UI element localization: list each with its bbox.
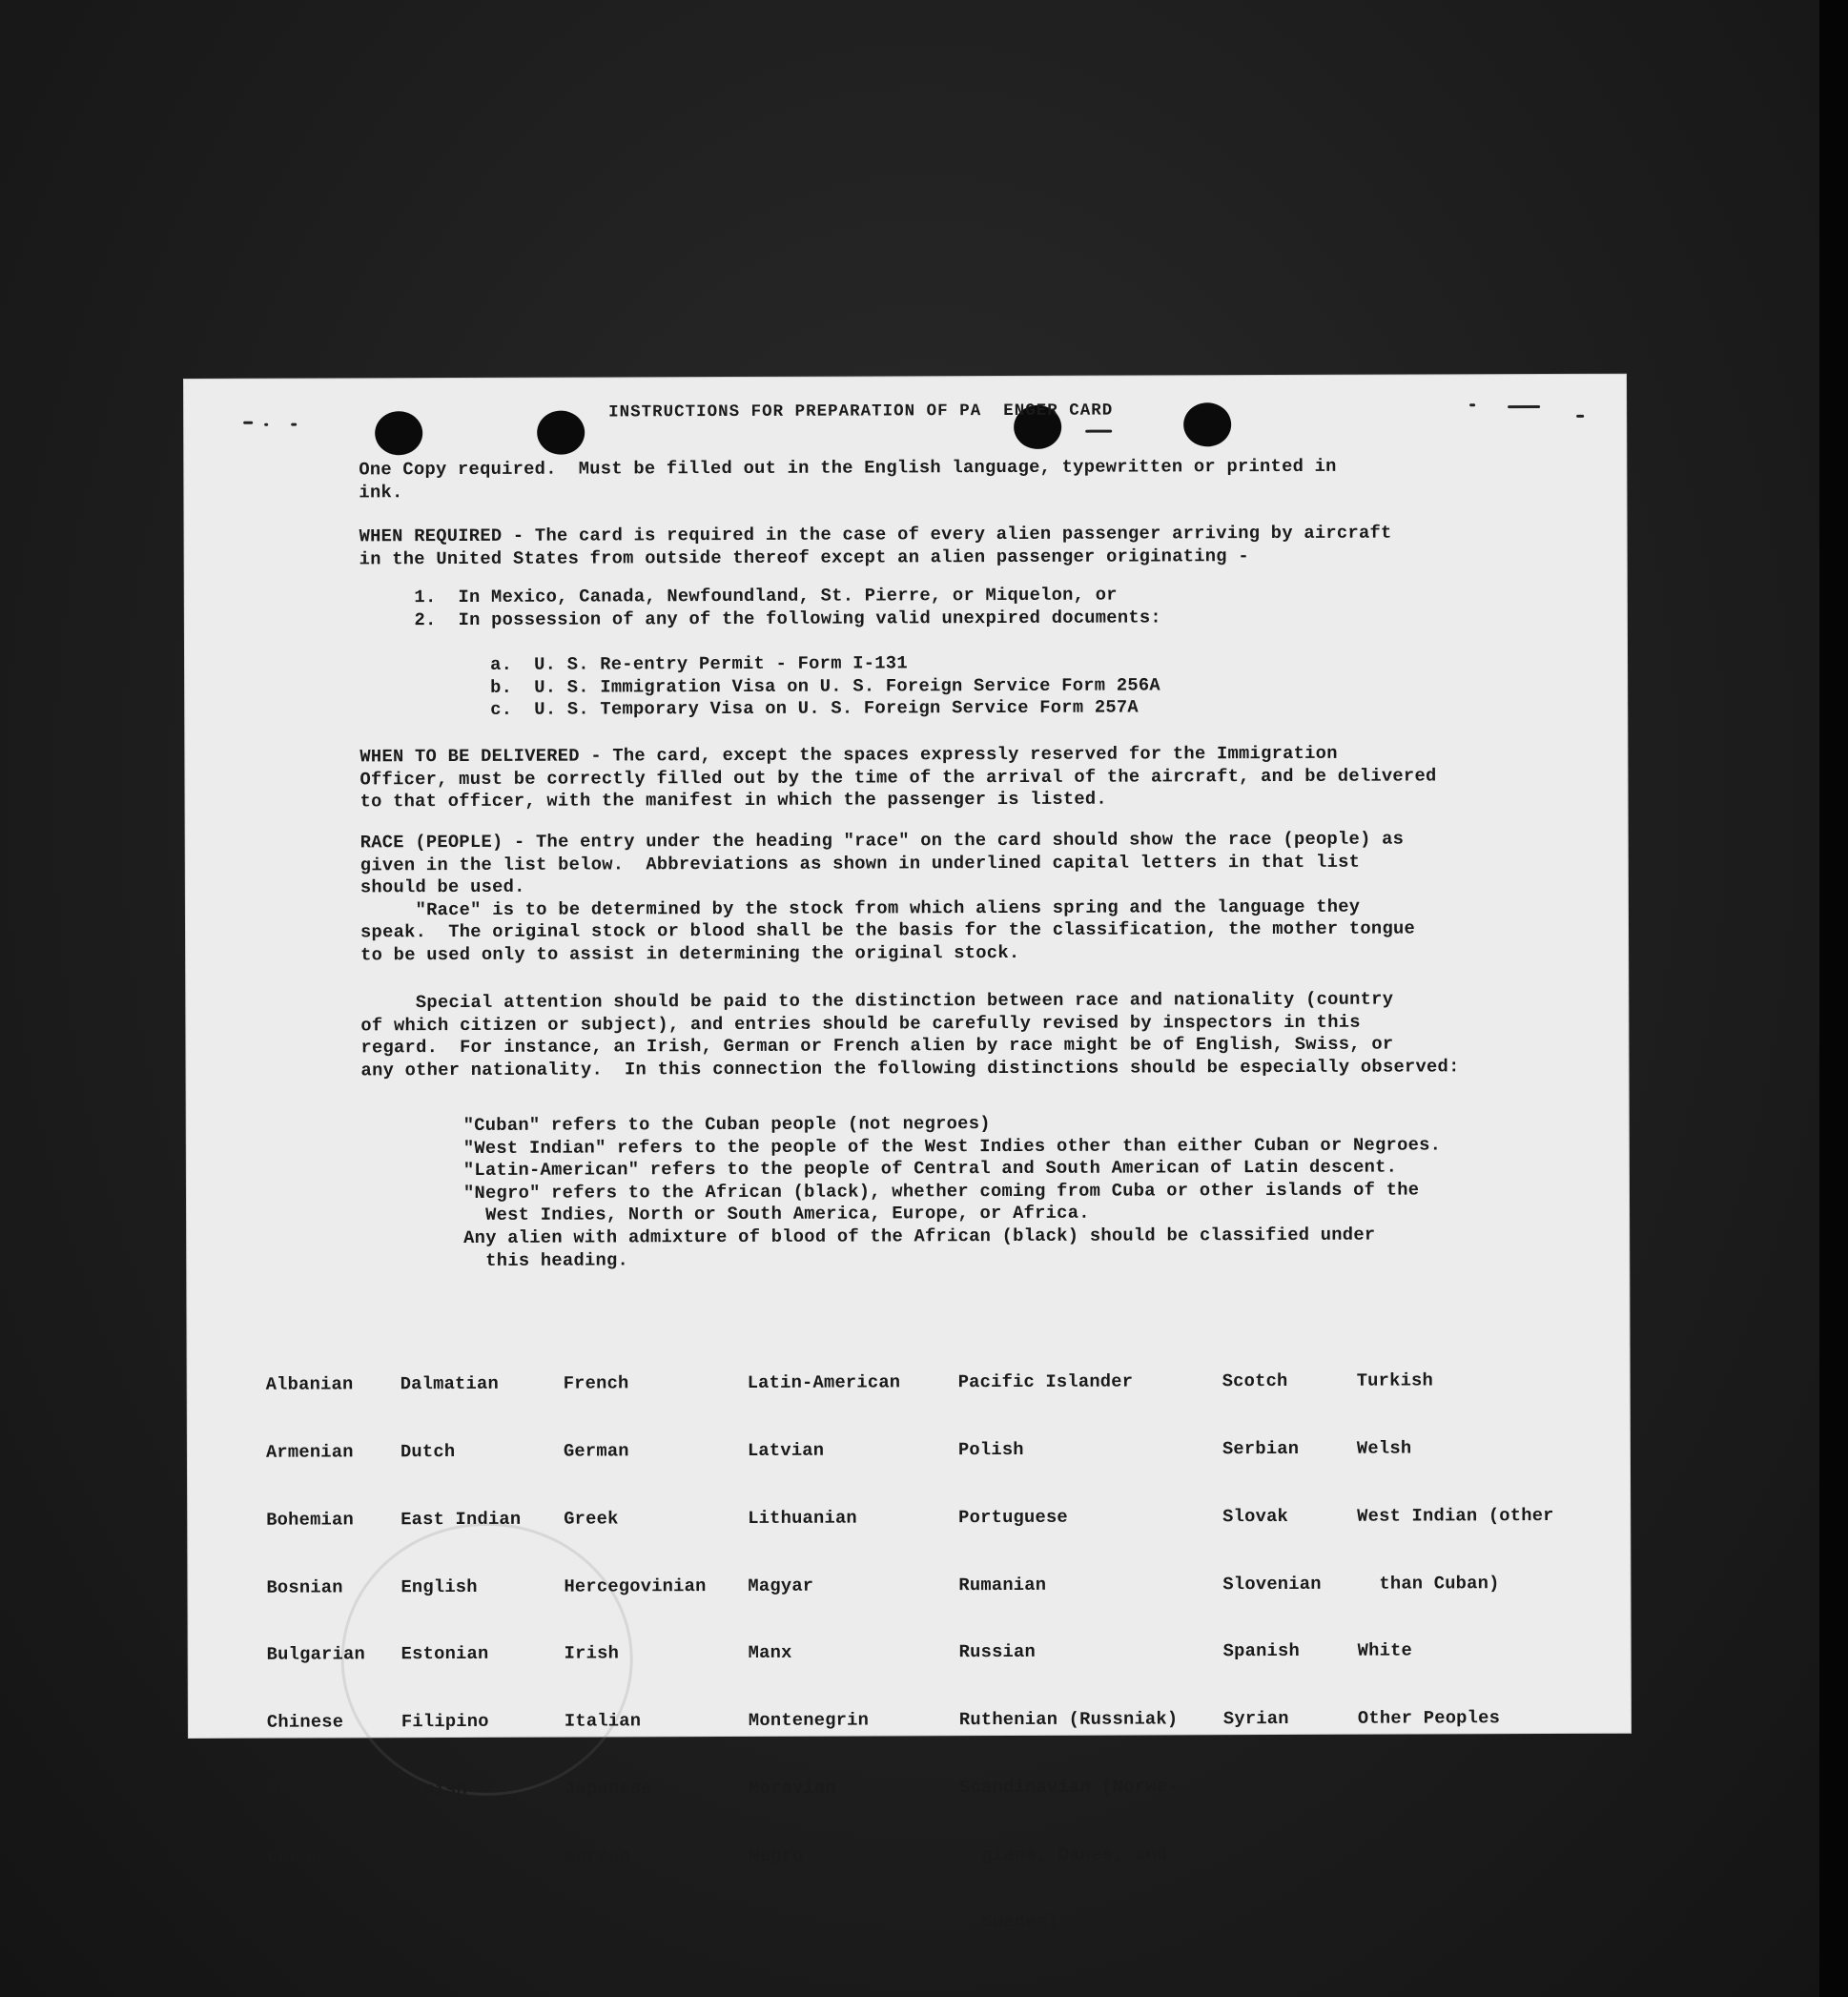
special-attention-paragraph: Special attention should be paid to the distinction between race and nationality (country of which citizen or subject), and entries should be carefully revised by inspectors in this regard. For instance, an Irish, German or French alien by race might be of English, Swiss, or any other nationality. In this connection the following distinctions should be especially observed: [360, 988, 1460, 1081]
race-list-column [747, 1327, 902, 1912]
race-list-item: Slovak [1222, 1505, 1289, 1527]
race-list-item: Japanese [565, 1778, 652, 1800]
when-delivered-paragraph: WHEN TO BE DELIVERED - The card, except the spaces expressly reserved for the Immigration Officer, must be correctly filled out by the time of the arrival of the aircraft, and be delivered to that officer, with the manifest in which the passenger is listed. [359, 742, 1437, 813]
race-list-column [1356, 1325, 1554, 1776]
distinctions-list: "Cuban" refers to the Cuban people (not negroes) "West Indian" refers to the people of the West Indies other than either Cuban or Negroes. "Latin-American" refers to the people of Central and South American of Latin descent. "Negro" refers to the African (black), whether coming from Cuba or other islands of the West Indies, North or South America, Europe, or Africa. Any alien with admixture of blood of the African (black) should be classified under this heading. [462, 1113, 1442, 1271]
race-list-item: than Cuban) [1357, 1572, 1500, 1595]
ink-speck [243, 422, 253, 424]
race-list-item: Spanish [1222, 1640, 1300, 1662]
race-list-item: Moravian [749, 1777, 836, 1799]
intro-paragraph: One Copy required. Must be filled out in the English language, typewritten or printed in ink. [359, 455, 1337, 503]
race-list-item: Hercegovinian [564, 1575, 707, 1597]
race-list-item: Bohemian [266, 1509, 354, 1531]
race-list-item: Ruthenian (Russniak) [958, 1708, 1179, 1731]
race-list-item: German [563, 1440, 629, 1462]
race-list-item: Other Peoples [1357, 1707, 1501, 1729]
race-list-item: Manx [748, 1642, 792, 1664]
race-list-item: Latin-American [747, 1371, 901, 1394]
race-people-paragraph: RACE (PEOPLE) - The entry under the heading "race" on the card should show the race (people) as given in the list below. Abbreviations as shown in underlined capital letters in that list should be used. "Race" is to be determined by the stock from which aliens spring and the language they speak. The original stock or blood shall be the basis for the classification, the mother tongue to be used only to assist in determining the original stock. [359, 828, 1416, 966]
race-list-item: Greek [564, 1508, 619, 1530]
race-list-item: English [400, 1575, 478, 1597]
race-list-item: Dalmatian [400, 1373, 499, 1395]
conditions-list: 1. In Mexico, Canada, Newfoundland, St. Pierre, or Miquelon, or 2. In possession of any of the following valid unexpired documents: [359, 584, 1161, 630]
race-list-item: Cuban [267, 1846, 322, 1868]
race-list-item: Bosnian [266, 1575, 343, 1598]
race-list-item: Turkish [1356, 1369, 1434, 1391]
race-list-item: Welsh [1356, 1437, 1412, 1459]
race-list-item: Finish [401, 1778, 468, 1801]
race-list-item: Armenian [265, 1441, 354, 1463]
race-list-item: French [563, 1372, 629, 1394]
race-list-item: Rumanian [958, 1574, 1047, 1596]
race-list-item: Latvian [747, 1439, 825, 1461]
when-required-paragraph: WHEN REQUIRED - The card is required in the case of every alien passenger arriving by aircraft in the United States from outside thereof except an alien passenger originating - [359, 522, 1392, 569]
ink-speck [291, 423, 297, 426]
scan-edge [1819, 0, 1848, 1997]
race-list-item: Estonian [400, 1643, 489, 1665]
race-list-item: Albanian [265, 1373, 354, 1395]
race-list-column [563, 1328, 707, 1913]
race-list-item: Negro [749, 1844, 804, 1866]
race-list-item: Italian [564, 1710, 642, 1732]
race-list-item: East Indian [400, 1508, 522, 1530]
punch-hole [375, 411, 422, 455]
race-list-item: Montenegrin [748, 1709, 870, 1732]
race-list-item: Dutch [400, 1440, 456, 1463]
race-list-item: Irish [564, 1642, 620, 1664]
race-list-item: Syrian [1222, 1708, 1289, 1730]
race-list-item: West Indian (other [1357, 1504, 1554, 1527]
documents-list: a. U. S. Re-entry Permit - Form I-131 b. U. S. Immigration Visa on U. S. Foreign Service Form 256A c. U. S. Temporary Visa on U. S. Foreign Service Form 257A [490, 652, 1160, 721]
race-list-item: Korean [565, 1845, 631, 1867]
race-list-column [1222, 1326, 1322, 1776]
ink-speck [264, 423, 268, 426]
race-list-item: Bulgarian [266, 1643, 365, 1666]
ink-speck [1508, 405, 1540, 408]
race-list-item: gians, Danes, and [959, 1843, 1168, 1865]
race-list-item: Flemish [401, 1845, 479, 1867]
race-list-item: White [1357, 1639, 1413, 1662]
punch-hole [1183, 402, 1231, 446]
page-title: INSTRUCTIONS FOR PREPARATION OF PA ENGER CARD [608, 401, 1114, 422]
race-list-item: Swedes) [959, 1911, 1058, 1933]
race-list-item: Portuguese [958, 1506, 1068, 1528]
race-list-item: Croatian [267, 1779, 355, 1801]
race-list-item: Polish [957, 1438, 1024, 1461]
ink-speck [1469, 403, 1475, 406]
race-list-item: Magyar [748, 1575, 814, 1596]
race-list-column [400, 1328, 522, 1914]
race-list-item: Scandinavian (Norwe- [959, 1776, 1179, 1799]
race-list-item: Russian [958, 1641, 1036, 1663]
race-list-item: Pacific Islander [957, 1370, 1134, 1393]
race-list-item: Lithuanian [748, 1507, 857, 1529]
race-list-column [957, 1326, 1179, 1979]
race-list-item: Filipino [400, 1710, 489, 1733]
race-list-item: Slovenian [1222, 1573, 1322, 1595]
race-list-item: Serbian [1222, 1437, 1300, 1460]
race-list-column [265, 1328, 365, 1914]
document-page [184, 375, 1631, 1933]
race-list-item: Scotch [1222, 1370, 1288, 1392]
race-list-item: Chinese [266, 1711, 344, 1733]
ink-speck [1576, 415, 1584, 418]
ink-speck [1085, 430, 1112, 433]
punch-hole [537, 411, 585, 455]
